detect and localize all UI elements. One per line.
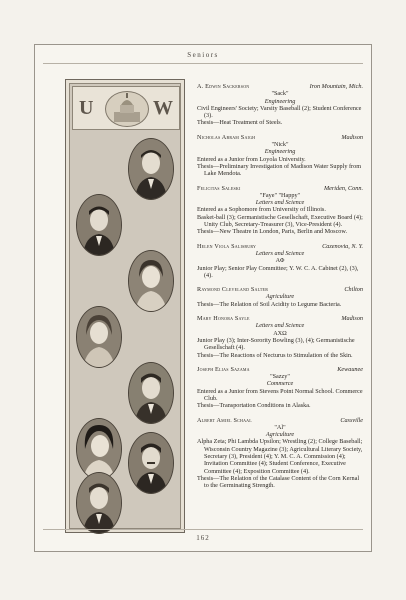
portrait-saigh	[76, 194, 122, 256]
senior-name: Helen Viola Salisbury	[197, 242, 257, 250]
senior-activities: Civil Engineers' Society; Varsity Baseball (2); Student Conference (3).	[197, 104, 362, 120]
senior-entries	[197, 83, 363, 497]
portrait-saleski	[128, 250, 174, 312]
header-rule	[43, 63, 363, 64]
senior-affiliation: ΑΧΩ	[273, 329, 287, 337]
senior-name: A. Edwin Sackerson	[197, 83, 250, 90]
senior-hometown: Madison	[341, 133, 363, 141]
senior-entry	[197, 134, 363, 178]
senior-college: Letters and Science	[255, 322, 305, 330]
senior-name: Felicitas Saleski	[197, 184, 241, 192]
portrait-salter	[128, 362, 174, 424]
senior-thesis: Thesis—The Reactions of Necturus to Stimulation of the Skin.	[197, 351, 353, 359]
senior-nickname: "Sack"	[271, 90, 289, 98]
footer-rule	[43, 529, 363, 530]
page-header: Seniors	[187, 51, 219, 59]
senior-entry	[197, 417, 363, 490]
senior-thesis: Thesis—Transportation Conditions in Alaska.	[197, 402, 311, 410]
portrait-sackerson	[128, 138, 174, 200]
senior-entry	[197, 286, 363, 308]
portrait-salisbury	[76, 306, 122, 368]
senior-nickname: "Nick"	[271, 141, 289, 149]
senior-activities: Junior Play (3); Inter-Sorority Bowling (3), (4); Germanistische Gesellschaft (4).	[197, 336, 355, 352]
senior-name: Mary Honora Sayle	[197, 315, 250, 323]
senior-activities: Entered as a Sophomore from University of Illinois.	[197, 206, 326, 214]
senior-college: Agriculture	[265, 431, 295, 439]
senior-hometown: Cassville	[340, 416, 363, 424]
senior-entry	[197, 83, 363, 127]
senior-thesis: Thesis—Heat Treatment of Steels.	[197, 119, 283, 127]
senior-entry	[197, 243, 363, 279]
senior-hometown: Kewaunee	[337, 365, 363, 373]
senior-entry	[197, 185, 363, 236]
senior-entry	[197, 315, 363, 359]
senior-name: Raymond Cleveland Salter	[197, 286, 269, 294]
portrait-sayle	[76, 418, 122, 480]
capitol-building-icon	[105, 91, 149, 127]
page-number: 162	[196, 534, 210, 542]
portrait-sazama	[128, 432, 174, 494]
senior-college: Agriculture	[265, 293, 295, 301]
senior-nickname: "Sazzy"	[270, 373, 290, 381]
senior-activities: Entered as a Junior from Stevens Point Normal School. Commerce Club.	[197, 387, 363, 402]
senior-nickname: "Al"	[274, 423, 286, 431]
university-crest	[72, 86, 180, 130]
senior-name: Joseph Elias Sazama	[197, 365, 250, 373]
portrait-panel	[65, 79, 185, 533]
senior-entry	[197, 366, 363, 410]
senior-hometown: Madison	[341, 315, 363, 323]
senior-thesis: Thesis—New Theatre in London, Paris, Berlin and Moscow.	[197, 228, 348, 236]
monogram-left: U	[79, 97, 94, 119]
senior-hometown: Meriden, Conn.	[323, 184, 363, 192]
senior-college: Engineering	[264, 148, 296, 156]
senior-hometown: Chilton	[344, 286, 363, 294]
senior-activities: Basket-ball (3); Germanistische Gesellschaft, Executive Board (4); Unity Club, Secretary-Treasurer (3), Vice-President (4).	[197, 213, 363, 229]
senior-thesis: Thesis—Preliminary Investigation of Madison Water Supply from Lake Mendota.	[197, 162, 362, 178]
yearbook-page	[34, 44, 372, 552]
senior-name: Nicholas Abram Saigh	[197, 133, 256, 141]
senior-activities: Junior Play; Senior Play Committee; Y. W. C. A. Cabinet (2), (3), (4).	[197, 264, 359, 279]
senior-name: Albert Amiel Schaal	[197, 416, 252, 424]
monogram-right: W	[153, 97, 173, 119]
senior-hometown: Cazenovia, N. Y.	[322, 242, 363, 250]
senior-nickname: "Faye" "Happy"	[259, 191, 301, 199]
senior-college: Letters and Science	[255, 249, 305, 257]
portrait-schaal	[76, 472, 122, 534]
senior-thesis: Thesis—The Relation of Soil Acidity to Legume Bacteria.	[197, 300, 342, 308]
senior-thesis: Thesis—The Relation of the Catalase Content of the Corn Kernal to the Germinating Strength.	[197, 474, 360, 490]
senior-college: Commerce	[266, 380, 294, 388]
senior-college: Letters and Science	[255, 199, 305, 207]
senior-hometown: Iron Mountain, Mich.	[309, 83, 363, 90]
senior-affiliation: ΑΦ	[275, 257, 285, 265]
senior-college: Engineering	[264, 97, 296, 105]
senior-activities: Alpha Zeta; Phi Lambda Upsilon; Wrestling (2); College Baseball; Wisconsin Country Magazine (3); Agricultural Literary Society, Secretary (3), President (4); Y. M. C. A. Commission (4); Invitation Committee (4); Student Conference, Executive Committee (4); Exposition Committee (4).	[197, 438, 363, 475]
senior-activities: Entered as a Junior from Loyola University.	[197, 155, 306, 163]
